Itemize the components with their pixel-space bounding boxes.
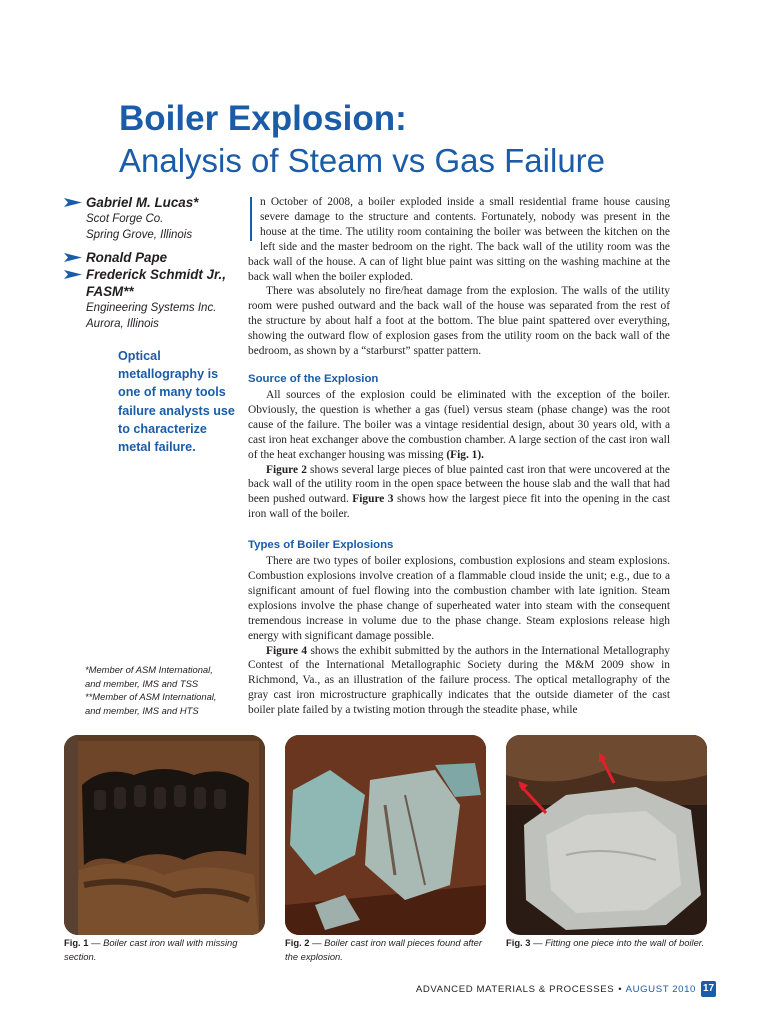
author-name: [64, 194, 242, 211]
author-lucas: Gabriel M. Lucas*: [86, 195, 199, 210]
paragraph: There are two types of boiler explosions, combustion explosions and steam explosions. Combustion explosions involve creation of a flammable cloud inside the unit; e.g., due to a significant amount of fuel flowing into the combustion chamber with late ignition. Steam explosions involve the phase change of superheated water into steam with the consequent tremendous increase in volume due to the phase change. Steam explosions release high energy with significant damage possible.: [248, 555, 670, 642]
caption-text: — Boiler cast iron wall with missing section.: [64, 937, 238, 962]
footnote-line: **Member of ASM International,: [85, 691, 217, 702]
figure-reference: Figure 2: [266, 463, 307, 476]
paragraph: All sources of the explosion could be eliminated with the exception of the boiler. Obviously, the question is whether a gas (fuel) versus steam (phase change) was the root cause of the failure. The boiler was a vintage residential design, about 30 years old, with a cast iron heat exchanger above the combustion chamber. A large section of the cast iron wall of the heat exchanger housing was missing (Fig. 1).: [248, 388, 670, 461]
footnote-line: *Member of ASM International,: [85, 664, 213, 675]
article-body: [248, 195, 670, 718]
paragraph: n October of 2008, a boiler exploded inside a small residential frame house causing severe damage to the structure and contents. Fortunately, nobody was present in the house at the time. The utility room containing the boiler was between the kitchen on the left side and the master bedroom on the right. The back wall of the utility room was the back wall of the house. A can of light blue paint was sitting on the washing machine at the back wall when the boiler exploded.: [248, 196, 670, 283]
arrow-bullet-icon: [64, 270, 82, 279]
author-schmidt: Frederick Schmidt Jr.,: [86, 267, 226, 282]
section-heading-types: Types of Boiler Explosions: [248, 539, 394, 552]
footnote-line: and member, IMS and TSS: [85, 677, 199, 689]
publication-name: ADVANCED MATERIALS & PROCESSES: [415, 983, 615, 995]
figure-reference: (Fig. 1).: [446, 448, 485, 461]
drop-cap: [248, 197, 256, 241]
author-name-continued: FASM**: [86, 284, 134, 299]
figure-label: Fig. 2: [285, 937, 310, 948]
author-block: [64, 194, 242, 332]
figure-1-caption: [64, 936, 269, 963]
pull-quote: Optical metallography is one of many tools failure analysts use to characterize metal failure.: [118, 349, 235, 455]
member-footnotes: [85, 663, 250, 717]
wall-pieces-photo: [285, 735, 486, 935]
figure-label: Fig. 3: [506, 937, 531, 948]
fitted-piece-photo: [506, 735, 707, 935]
figure-3-photo: [506, 735, 707, 935]
page-number: 17: [701, 981, 716, 997]
figure-3-caption: [506, 936, 711, 950]
article-title-line2: Analysis of Steam vs Gas Failure: [119, 142, 606, 179]
caption-text: — Boiler cast iron wall pieces found after the explosion.: [285, 937, 482, 962]
affiliation-line: Engineering Systems Inc.: [86, 302, 217, 314]
figure-reference: Figure 4: [266, 644, 308, 657]
author-name: [64, 266, 242, 283]
section-heading-source: Source of the Explosion: [248, 372, 379, 385]
figure-2-photo: [285, 735, 486, 935]
issue-date: AUGUST 2010: [625, 983, 696, 995]
figure-1-photo: [64, 735, 265, 935]
page-footer: [416, 981, 716, 997]
figure-reference: Figure 3: [352, 493, 394, 506]
arrow-bullet-icon: [64, 253, 82, 262]
author-pape: Ronald Pape: [86, 250, 168, 265]
paragraph: There was absolutely no fire/heat damage from the explosion. The walls of the utility room were pushed outward and the back wall of the house was separated from the rest of the structure by about half a foot at the bottom. The blue paint spattered over everything, showing the outward flow of explosion gases from the utility room on the back wall of the bedroom, as shown by a “starburst” spatter pattern.: [248, 285, 670, 358]
footnote-line: and member, IMS and HTS: [85, 704, 199, 716]
paragraph: Figure 2 shows several large pieces of blue painted cast iron that were uncovered at the back wall of the utility room in the open space between the house slab and the wall that had been pushed outward. Figure 3 shows how the largest piece fit into the opening in the cast iron wall of the boiler.: [248, 463, 670, 521]
affiliation-line: Aurora, Illinois: [86, 318, 159, 330]
author-name: [64, 249, 242, 266]
caption-text: — Fitting one piece into the wall of boiler.: [530, 937, 705, 948]
affiliation-line: Spring Grove, Illinois: [86, 229, 193, 241]
affiliation-line: Scot Forge Co.: [86, 213, 164, 225]
footer-separator: •: [618, 983, 622, 995]
boiler-wall-photo: [64, 735, 265, 935]
figure-2-caption: [285, 936, 490, 963]
arrow-bullet-icon: [64, 198, 82, 207]
figure-label: Fig. 1: [64, 937, 89, 948]
paragraph: Figure 4 shows the exhibit submitted by the authors in the International Metallography Contest of the International Metallographic Society during the M&M 2009 show in Richmond, Va., as an illustration of the failure process. The optical metallography of the gray cast iron microstructure graphically indicates that the outside diameter of the cast boiler plate failed by a twisting motion through the steadite phase, while: [248, 644, 670, 717]
article-title-line1: Boiler Explosion:: [119, 99, 407, 138]
